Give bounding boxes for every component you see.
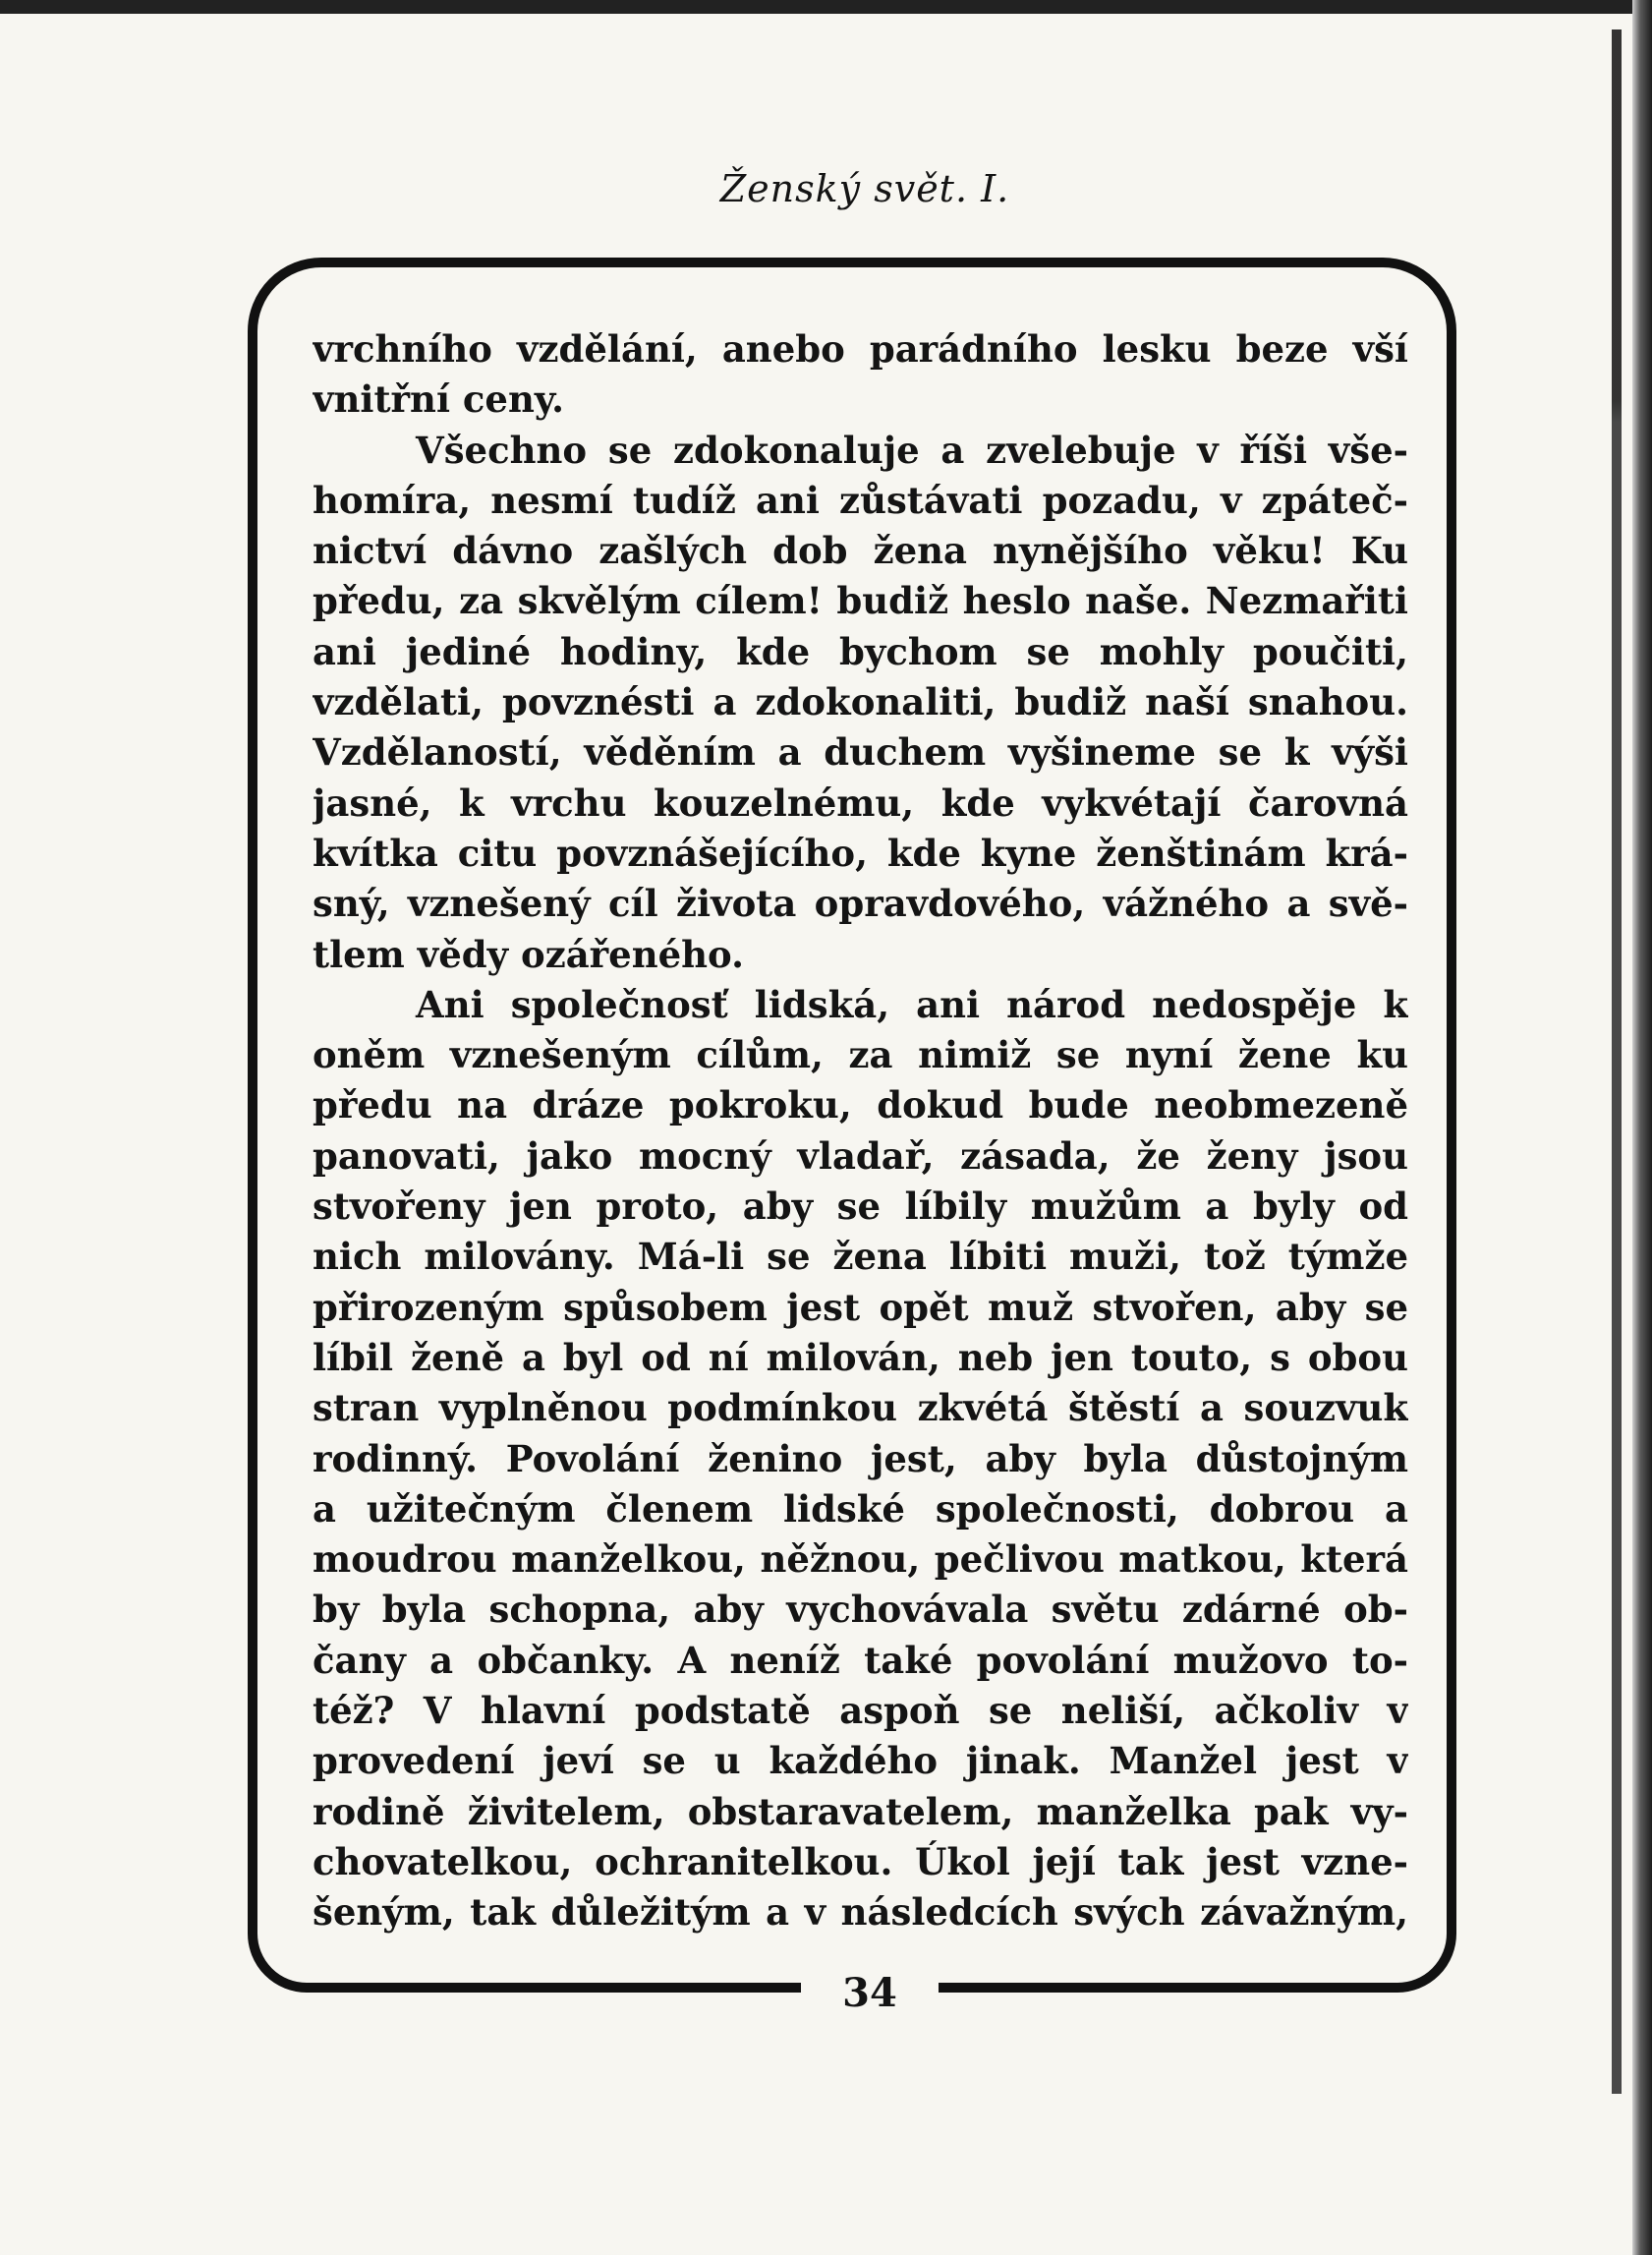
running-head: Ženský svět. I.: [719, 167, 1010, 210]
text-line: by byla schopna, aby vychovávala světu zdárné ob-: [313, 1588, 1408, 1632]
text-line: líbil ženě a byl od ní milován, neb jen touto, s obou: [313, 1335, 1408, 1379]
text-line: homíra, nesmí tudíž ani zůstávati pozadu, v zpáteč-: [313, 478, 1408, 522]
text-line: stvořeny jen proto, aby se líbily mužům a byly od: [313, 1185, 1408, 1229]
text-line: též? V hlavní podstatě aspoň se neliší, ačkoliv v: [313, 1689, 1408, 1733]
text-line: vrchního vzdělání, anebo parádního lesku beze vší: [313, 327, 1408, 371]
text-line: předu na dráze pokroku, dokud bude neobmezeně: [313, 1083, 1408, 1128]
text-line: stran vyplněnou podmínkou zkvétá štěstí a souzvuk: [313, 1386, 1408, 1430]
text-line: nictví dávno zašlých dob žena nynějšího věku! Ku: [313, 529, 1408, 573]
text-line: oněm vznešeným cílům, za nimiž se nyní žene ku: [313, 1033, 1408, 1077]
text-line: čany a občanky. A neníž také povolání mužovo to-: [313, 1638, 1408, 1682]
scan-top-edge: [0, 0, 1652, 14]
text-line: předu, za skvělým cílem! budiž heslo naše. Nezmařiti: [313, 579, 1408, 623]
text-line: chovatelkou, ochranitelkou. Úkol její tak jest vzne-: [313, 1839, 1408, 1883]
text-line: sný, vznešený cíl života opravdového, vážného a svě-: [313, 882, 1408, 926]
scan-right-edge: [1632, 0, 1652, 2255]
text-line: nich milovány. Má-li se žena líbiti muži, tož týmže: [313, 1235, 1408, 1279]
text-line: vnitřní ceny.: [313, 377, 564, 422]
text-line: ani jediné hodiny, kde bychom se mohly poučiti,: [313, 629, 1408, 673]
body-text: [313, 324, 1408, 1938]
text-line: panovati, jako mocný vladař, zásada, že ženy jsou: [313, 1133, 1408, 1178]
text-line: a užitečným členem lidské společnosti, dobrou a: [313, 1486, 1408, 1531]
text-line: Vzdělaností, věděním a duchem vyšineme se k výši: [313, 730, 1408, 775]
text-line: Všechno se zdokonaluje a zvelebuje v říši vše-: [416, 428, 1408, 472]
text-line: šeným, tak důležitým a v následcích svých závažným,: [313, 1890, 1408, 1935]
text-line: rodině živitelem, obstaravatelem, manželka pak vy-: [313, 1789, 1408, 1833]
text-line: přirozeným spůsobem jest opět muž stvořen, aby se: [313, 1285, 1408, 1329]
text-line: tlem vědy ozářeného.: [313, 932, 744, 976]
text-line: rodinný. Povolání ženino jest, aby byla důstojným: [313, 1436, 1408, 1480]
text-line: moudrou manželkou, něžnou, pečlivou matkou, která: [313, 1537, 1408, 1582]
text-line: Ani společnosť lidská, ani národ nedospěje k: [416, 982, 1408, 1026]
scan-binding-shadow: [1612, 29, 1622, 2094]
text-line: jasné, k vrchu kouzelnému, kde vykvétají čarovná: [313, 781, 1408, 825]
page-number: 34: [801, 1972, 939, 2015]
text-line: kvítka citu povznášejícího, kde kyne ženštinám krá-: [313, 831, 1408, 875]
text-line: provedení jeví se u každého jinak. Manžel jest v: [313, 1739, 1408, 1783]
text-line: vzdělati, povznésti a zdokonaliti, budiž naší snahou.: [313, 680, 1408, 724]
